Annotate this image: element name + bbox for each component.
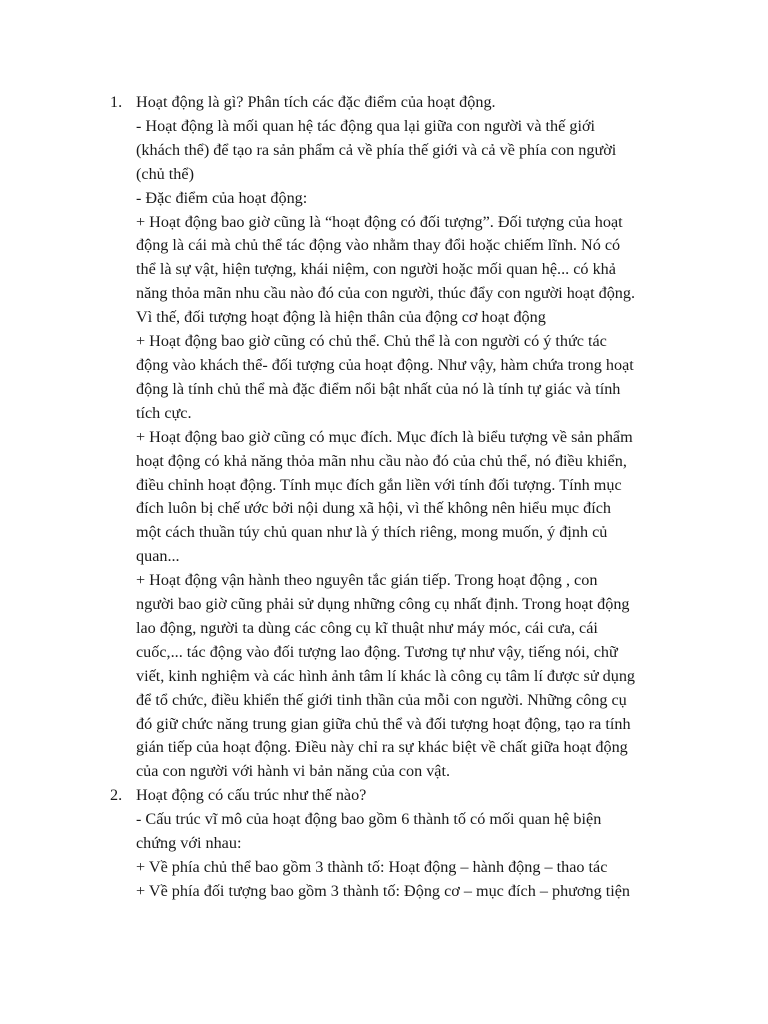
text-line: + Hoạt động bao giờ cũng là “hoạt động có đối tượng”. Đối tượng của hoạt <box>136 212 623 231</box>
text-line: + Về phía chủ thể bao gồm 3 thành tố: Hoạt động – hành động – thao tác <box>136 858 608 876</box>
text-line: động vào khách thể- đối tượng của hoạt động. Như vậy, hàm chứa trong hoạt <box>136 355 634 374</box>
text-line: + Về phía đối tượng bao gồm 3 thành tố: Động cơ – mục đích – phương tiện <box>136 881 631 900</box>
text-line: cuốc,... tác động vào đối tượng lao động. Tương tự như vậy, tiếng nói, chữ <box>136 642 618 661</box>
text-line: + Hoạt động bao giờ cũng có mục đích. Mục đích là biểu tượng về sản phẩm <box>136 427 633 446</box>
text-line: đích luôn bị chế ước bởi nội dung xã hội, vì thế không nên hiểu mục đích <box>136 499 612 518</box>
text-line: (chủ thể) <box>136 164 194 183</box>
text-line: năng thỏa mãn nhu cầu nào đó của con người, thúc đẩy con người hoạt động. <box>136 284 636 303</box>
document-body <box>110 91 690 904</box>
text-line: đó giữ chức năng trung gian giữa chủ thể và đối tượng hoạt động, tạo ra tính <box>136 714 631 733</box>
text-line: người bao giờ cũng phải sử dụng những công cụ nhất định. Trong hoạt động <box>136 595 630 614</box>
question-heading: Hoạt động là gì? Phân tích các đặc điểm của hoạt động. <box>136 93 496 111</box>
text-line: một cách thuần túy chủ quan như là ý thích riêng, mong muốn, ý định củ <box>136 523 608 542</box>
text-line: điều chỉnh hoạt động. Tính mục đích gắn liền với tính đối tượng. Tính mục <box>136 475 622 494</box>
text-line: - Cấu trúc vĩ mô của hoạt động bao gồm 6 thành tố có mối quan hệ biện <box>136 810 602 829</box>
text-line: quan... <box>136 547 180 566</box>
list-item-number: 2. <box>110 786 123 805</box>
text-line: viết, kinh nghiệm và các hình ảnh tâm lí khác là công cụ tâm lí được sử dụng <box>136 666 636 685</box>
text-line: gián tiếp của hoạt động. Điều này chỉ ra sự khác biệt về chất giữa hoạt động <box>136 738 628 757</box>
text-line: chứng với nhau: <box>136 834 242 853</box>
text-line: hoạt động có khả năng thỏa mãn nhu cầu nào đó của chủ thể, nó điều khiển, <box>136 451 627 470</box>
text-line: + Hoạt động vận hành theo nguyên tắc gián tiếp. Trong hoạt động , con <box>136 571 598 590</box>
list-item <box>110 91 690 784</box>
list-item <box>110 784 690 904</box>
text-line: + Hoạt động bao giờ cũng có chủ thể. Chủ thể là con người có ý thức tác <box>136 332 607 351</box>
text-line: để tổ chức, điều khiển thế giới tinh thần của mỗi con người. Những công cụ <box>136 690 627 709</box>
text-line: động là cái mà chủ thể tác động vào nhằm thay đổi hoặc chiếm lĩnh. Nó có <box>136 236 621 255</box>
text-line: - Hoạt động là mối quan hệ tác động qua lại giữa con người và thế giới <box>136 116 596 135</box>
text-line: của con người với hành vi bản năng của con vật. <box>136 762 451 781</box>
text-line: thể là sự vật, hiện tượng, khái niệm, con người hoặc mối quan hệ... có khả <box>136 260 616 279</box>
list-item-number: 1. <box>110 93 123 111</box>
text-line: - Đặc điểm của hoạt động: <box>136 188 308 207</box>
text-line: (khách thể) để tạo ra sản phẩm cả về phía thế giới và cả về phía con người <box>136 140 617 159</box>
question-heading: Hoạt động có cấu trúc như thế nào? <box>136 786 367 805</box>
text-line: tích cực. <box>136 403 192 422</box>
text-line: Vì thế, đối tượng hoạt động là hiện thân của động cơ hoạt động <box>136 308 546 327</box>
text-line: động là tính chủ thể mà đặc điểm nổi bật nhất của nó là tính tự giác và tính <box>136 379 621 398</box>
text-line: lao động, người ta dùng các công cụ kĩ thuật như máy móc, cái cưa, cái <box>136 618 598 637</box>
